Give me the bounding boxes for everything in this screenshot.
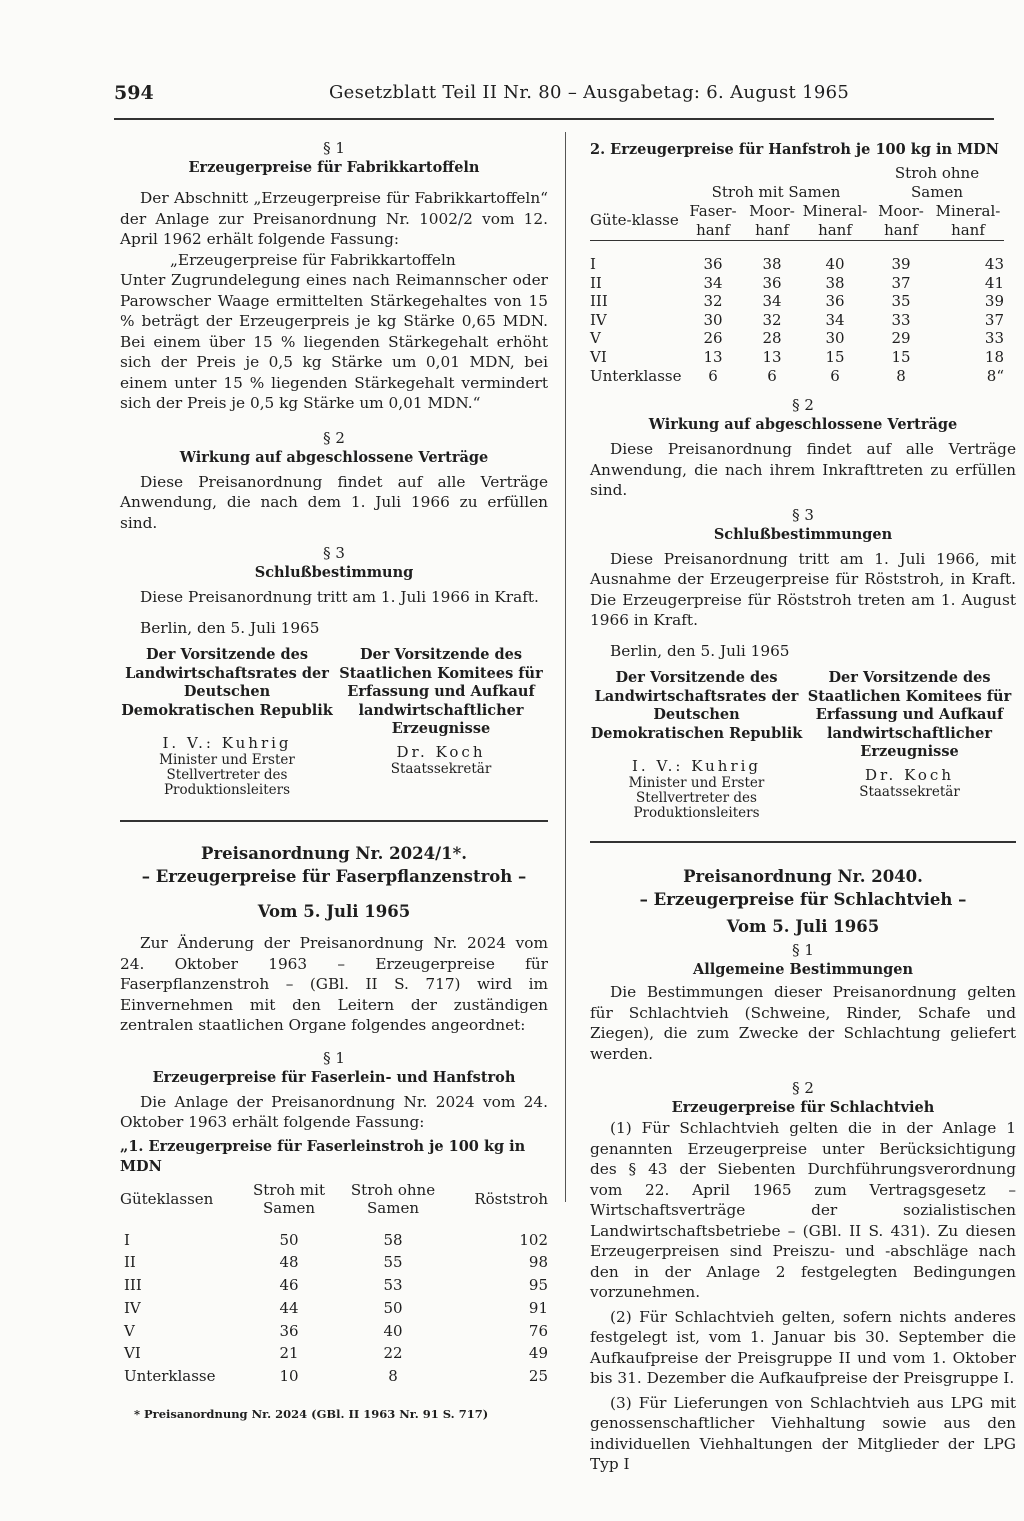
table-cell: 39 (891, 255, 911, 273)
document-subtitle: – Erzeugerpreise für Faserpflanzenstroh – (141, 867, 527, 886)
paragraph: Der Abschnitt „Erzeugerpreise für Fabrikkartoffeln“ der Anlage zur Preisanordnung Nr. 1002/2 vom 12. April 1962 erhält folgende Fassung: (120, 189, 548, 248)
signature-block (120, 646, 548, 798)
table-cell: 37 (984, 310, 1004, 329)
section-title: Erzeugerpreise für Faserlein- und Hanfstroh (152, 1068, 516, 1086)
signature-block (590, 669, 1016, 821)
paragraph: (2) Für Schlachtvieh gelten, sofern nichts anderes festgelegt ist, vom 1. Januar bis 30. September die Aufkaufpreise der Preisgruppe II und vom 1. Oktober bis 31. Dezember die Aufkaufpreise der Preisgruppe I. (590, 1307, 1016, 1388)
table-cell: 29 (891, 329, 911, 348)
page-number: 594 (114, 82, 154, 104)
table-cell: 46 (279, 1276, 299, 1295)
table-cell: 15 (825, 347, 845, 366)
header-rule (114, 118, 994, 120)
table-cell: 48 (279, 1253, 299, 1272)
document-date: Vom 5. Juli 1965 (726, 917, 880, 937)
section-number: § 2 (792, 1079, 814, 1098)
document-subtitle: – Erzeugerpreise für Schlachtvieh – (639, 890, 967, 910)
table-cell: 39 (984, 292, 1004, 311)
table-cell: 41 (984, 273, 1004, 292)
table-row (590, 274, 1004, 293)
paragraph: „Erzeugerpreise für Fabrikkartoffeln (170, 250, 456, 269)
table-group-header: Stroh ohne Samen (894, 164, 980, 201)
table-cell: 13 (703, 347, 723, 366)
table-cell: 35 (891, 292, 911, 311)
column-separator (565, 132, 566, 1202)
table-header-cell: Güteklassen (120, 1189, 214, 1208)
section-divider (590, 841, 1016, 843)
document-title: Preisanordnung Nr. 2040. (683, 867, 923, 887)
paragraph: Unter Zugrundelegung eines nach Reimannscher oder Parowscher Waage ermittelten Stärkegehaltes von 15 % beträgt der Erzeugerpreis je kg Stärke 0,65 MDN. Bei einem über 15 % liegenden Stärkegehalt erhöht sich der Preis je 0,5 kg Stärke um 0,01 MDN, bei einem unter 15 % liegenden Stärkegehalt vermindert sich der Preis je 0,5 kg Stärke um 0,01 MDN.“ (120, 271, 548, 412)
table-cell: 102 (519, 1230, 548, 1249)
table-caption: „1. Erzeugerpreise für Faserleinstroh je 100 kg in MDN (120, 1137, 526, 1175)
table-cell: 34 (703, 273, 723, 292)
table-cell: 15 (891, 347, 911, 366)
paragraph: Zur Änderung der Preisanordnung Nr. 2024 vom 24. Oktober 1963 – Erzeugerpreise für Faserpflanzenstroh – (GBl. II S. 717) wird im Einvernehmen mit den Leitern der zuständigen zentralen staatlichen Organe folgendes angeordnet: (120, 934, 548, 1034)
table-cell: 34 (825, 310, 845, 329)
table-cell: 21 (279, 1344, 299, 1363)
signature-name: Dr. Koch (396, 742, 486, 761)
signature-organization: Der Vorsitzende des Landwirtschaftsrates der Deutschen Demokratischen Republik (590, 669, 803, 742)
table-cell: 36 (279, 1321, 299, 1340)
table-group-header: Stroh mit Samen (711, 183, 841, 201)
table-cell: 38 (825, 273, 845, 292)
table-cell: 33 (891, 310, 911, 329)
paragraph: Die Anlage der Preisanordnung Nr. 2024 vom 24. Oktober 1963 erhält folgende Fassung: (120, 1092, 548, 1131)
signature-organization: Der Vorsitzende des Landwirtschaftsrates der Deutschen Demokratischen Republik (121, 646, 333, 719)
table-cell: 36 (703, 255, 723, 273)
paragraph: (3) Für Lieferungen von Schlachtvieh aus LPG mit genossenschaftlicher Viehhaltung sowie aus den individuellen Viehhaltungen der Mitglieder der LPG Typ I (590, 1393, 1016, 1474)
table-row-label: IV (590, 310, 607, 329)
table-cell: 53 (383, 1276, 403, 1295)
table-cell: 50 (279, 1230, 299, 1249)
table-row (590, 367, 1004, 386)
table-header-cell: Faser-hanf (689, 202, 737, 239)
document-date: Vom 5. Juli 1965 (257, 902, 411, 921)
table-cell: 43 (984, 255, 1004, 273)
document-title: Preisanordnung Nr. 2024/1*. (201, 844, 467, 863)
table-cell: 28 (762, 329, 782, 348)
table-row (590, 329, 1004, 348)
table-row (120, 1365, 548, 1388)
table-cell: 6 (708, 366, 718, 385)
signature-role: Staatssekretär (390, 760, 492, 777)
section-title: Schlußbestimmung (254, 564, 414, 581)
signature-name: Dr. Koch (865, 765, 954, 784)
table-cell: 58 (383, 1230, 403, 1249)
signature-role: Minister und Erster Stellvertreter des Produktionsleiters (159, 752, 295, 798)
table-row-label: VI (124, 1344, 141, 1363)
table-header-cell: Moor-hanf (878, 202, 924, 239)
table-cell: 44 (279, 1298, 299, 1317)
table-row-label: Unterklasse (590, 366, 682, 385)
table-row (120, 1320, 548, 1343)
table-row (120, 1274, 548, 1297)
section-number: § 2 (323, 428, 345, 447)
signature-right (803, 669, 1016, 821)
table-cell: 36 (825, 292, 845, 311)
table-row (590, 348, 1004, 367)
section-title: Erzeugerpreise für Schlachtvieh (671, 1099, 935, 1117)
table-row-label: II (124, 1253, 136, 1272)
hemp-straw-price-table (590, 164, 1004, 385)
page-header (114, 82, 1009, 126)
table-cell: 32 (762, 310, 782, 329)
signature-organization: Der Vorsitzende des Staatlichen Komitees für Erfassung und Aufkauf landwirtschaftlicher Erzeugnisse (339, 646, 543, 737)
table-cell: 55 (383, 1253, 403, 1272)
table-cell: 18 (984, 347, 1004, 366)
paragraph: (1) Für Schlachtvieh gelten die in der Anlage 1 genannten Erzeugerpreise unter Berücksichtigung des § 43 der Siebenten Durchführungsverordnung vom 22. April 1965 zum Vertragsgesetz – Wirtschaftsverträge der sozialistischen Landwirtschaftsbetriebe – (GBl. II S. 431). Zu diesen Erzeugerpreisen sind Preiszu- und -abschläge nach den in der Anlage 2 festgelegten Bedingungen vorzunehmen. (590, 1119, 1016, 1302)
section-number: § 3 (323, 544, 345, 562)
table-cell: 33 (984, 329, 1004, 348)
table-row-label: I (124, 1230, 130, 1249)
table-row (590, 241, 1004, 274)
table-cell: 13 (762, 347, 782, 366)
section-title: Erzeugerpreise für Fabrikkartoffeln (188, 159, 480, 176)
table-cell: 36 (762, 273, 782, 292)
left-column (120, 138, 548, 1422)
table-cell: 40 (383, 1321, 403, 1340)
table-header-row (120, 1181, 548, 1217)
footnote: * Preisanordnung Nr. 2024 (GBl. II 1963 Nr. 91 S. 717) (134, 1407, 489, 1422)
table-row-label: Unterklasse (124, 1367, 216, 1386)
table-row-label: VI (590, 347, 607, 366)
paragraph: Diese Preisanordnung tritt am 1. Juli 1966, mit Ausnahme der Erzeugerpreise für Röststroh, in Kraft. Die Erzeugerpreise für Röststroh treten am 1. August 1966 in Kraft. (590, 549, 1016, 630)
table-header-row (590, 202, 1004, 241)
table-cell: 6 (767, 366, 777, 385)
table-row (120, 1217, 548, 1252)
place-date: Berlin, den 5. Juli 1965 (140, 618, 320, 637)
table-body (590, 241, 1004, 386)
table-header-cell: Moor-hanf (749, 202, 795, 239)
table-row-label: III (590, 292, 608, 311)
running-title: Gesetzblatt Teil II Nr. 80 – Ausgabetag: 6. August 1965 (329, 82, 850, 103)
table-cell: 6 (830, 366, 840, 385)
paragraph: Diese Preisanordnung findet auf alle Verträge Anwendung, die nach ihrem Inkrafttreten zu erfüllen sind. (590, 440, 1016, 500)
section-number: § 2 (792, 396, 814, 415)
table-header-cell: Mineral-hanf (802, 202, 868, 239)
table-cell: 22 (383, 1344, 403, 1363)
flax-straw-price-table (120, 1181, 548, 1389)
section-title: Wirkung auf abgeschlossene Verträge (179, 448, 489, 466)
table-cell: 76 (528, 1321, 548, 1340)
signature-organization: Der Vorsitzende des Staatlichen Komitees für Erfassung und Aufkauf landwirtschaftlicher Erzeugnisse (807, 669, 1012, 761)
table-cell: 91 (528, 1298, 548, 1317)
place-date: Berlin, den 5. Juli 1965 (610, 641, 790, 660)
table-cell: 32 (703, 292, 723, 311)
table-cell: 8“ (986, 366, 1004, 385)
table-cell: 8 (388, 1367, 398, 1386)
table-caption: 2. Erzeugerpreise für Hanfstroh je 100 kg in MDN (590, 141, 999, 158)
section-number: § 1 (323, 139, 345, 157)
table-row-label: II (590, 273, 602, 292)
table-cell: 34 (762, 292, 782, 311)
signature-name: I. V.: Kuhrig (631, 757, 762, 776)
table-row (120, 1251, 548, 1274)
section-divider (120, 820, 548, 822)
table-cell: 49 (528, 1344, 548, 1363)
signature-left (120, 646, 334, 798)
table-row-label: V (124, 1321, 135, 1340)
table-header-cell: Güte-klasse (590, 210, 679, 229)
section-title: Allgemeine Bestimmungen (692, 961, 914, 979)
table-row (120, 1297, 548, 1320)
section-title: Schlußbestimmungen (713, 525, 893, 543)
table-row (590, 292, 1004, 311)
right-column (590, 140, 1016, 1475)
table-header-cell: Stroh mit Samen (253, 1180, 325, 1217)
table-cell: 95 (528, 1276, 548, 1295)
section-number: § 1 (323, 1048, 345, 1067)
paragraph: Diese Preisanordnung tritt am 1. Juli 1966 in Kraft. (140, 588, 539, 606)
table-row (120, 1342, 548, 1365)
section-number: § 3 (792, 505, 814, 524)
paragraph: Die Bestimmungen dieser Preisanordnung gelten für Schlachtvieh (Schweine, Rinder, Schafe und Ziegen), die zum Zwecke der Schlachtung geliefert werden. (590, 983, 1016, 1063)
table-cell: 30 (703, 310, 723, 329)
table-row-label: III (124, 1276, 142, 1295)
table-group-header-row (590, 164, 1004, 202)
signature-role: Minister und Erster Stellvertreter des Produktionsleiters (628, 775, 765, 822)
signature-role: Staatssekretär (859, 783, 960, 800)
table-cell: 25 (528, 1367, 548, 1386)
table-header-cell: Mineral-hanf (935, 202, 1001, 239)
table-cell: 10 (279, 1367, 299, 1386)
table-cell: 37 (891, 273, 911, 292)
section-number: § 1 (792, 941, 814, 960)
table-cell: 40 (825, 255, 845, 273)
signature-right (334, 646, 548, 798)
table-header-cell: Stroh ohne Samen (350, 1180, 436, 1217)
table-body (120, 1217, 548, 1389)
table-row-label: V (590, 329, 601, 348)
signature-name: I. V.: Kuhrig (162, 734, 292, 752)
table-row-label: I (590, 255, 596, 273)
table-header-cell: Röststroh (474, 1189, 548, 1208)
table-cell: 38 (762, 255, 782, 273)
table-row (590, 311, 1004, 330)
table-cell: 50 (383, 1298, 403, 1317)
table-row-label: IV (124, 1298, 141, 1317)
paragraph: Diese Preisanordnung findet auf alle Verträge Anwendung, die nach dem 1. Juli 1966 zu erfüllen sind. (120, 472, 548, 532)
table-cell: 30 (825, 329, 845, 348)
table-cell: 8 (896, 366, 906, 385)
signature-left (590, 669, 803, 821)
table-cell: 98 (528, 1253, 548, 1272)
section-title: Wirkung auf abgeschlossene Verträge (648, 416, 958, 434)
table-cell: 26 (703, 329, 723, 348)
